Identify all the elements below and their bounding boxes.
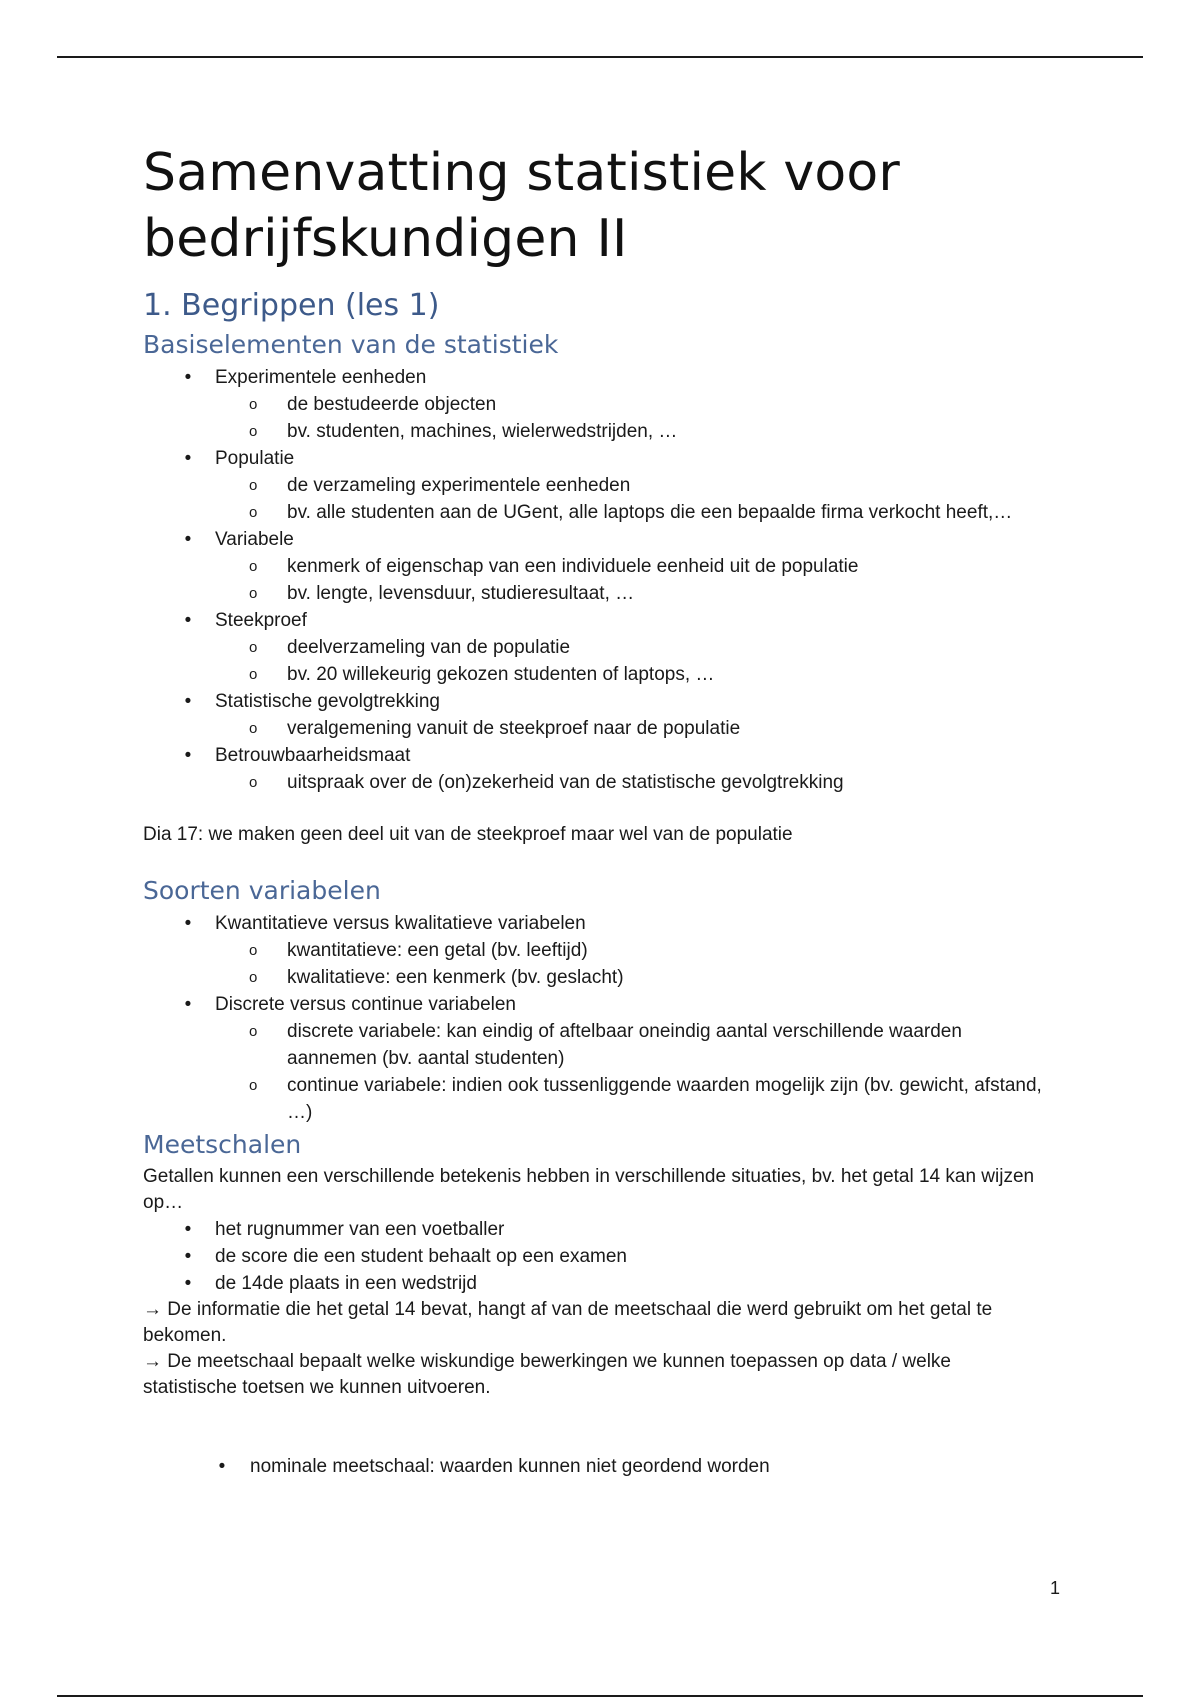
list-item <box>143 1453 1043 1480</box>
meetschaal-types-list <box>143 1453 1043 1480</box>
list-item <box>143 1216 1043 1243</box>
list-item <box>143 742 1043 796</box>
bullet-icon: • <box>184 610 192 631</box>
sub-list-item-text: bv. alle studenten aan de UGent, alle laptops die een bepaalde firma verkocht heeft,… <box>287 502 1013 523</box>
sub-list-item-text: bv. 20 willekeurig gekozen studenten of laptops, … <box>287 664 715 685</box>
circle-bullet-icon: o <box>249 639 258 656</box>
sub-list-item <box>215 418 1043 445</box>
bullet-icon: • <box>184 745 192 766</box>
list-item <box>143 910 1043 991</box>
sub-list-item <box>215 391 1043 418</box>
bullet-icon: • <box>184 1219 192 1240</box>
sub-list <box>215 715 1043 742</box>
list-item-label: Statistische gevolgtrekking <box>215 691 440 712</box>
footer-rule <box>57 1695 1143 1697</box>
subheading-basiselementen: Basiselementen van de statistiek <box>143 330 559 359</box>
circle-bullet-icon: o <box>249 423 258 440</box>
sub-list-item <box>215 634 1043 661</box>
sub-list-item-text: kwantitatieve: een getal (bv. leeftijd) <box>287 940 588 961</box>
page-number: 1 <box>1049 1578 1060 1598</box>
sub-list-item <box>215 661 1043 688</box>
bullet-icon: • <box>184 913 192 934</box>
sub-list-item <box>215 580 1043 607</box>
sub-list-item <box>215 715 1043 742</box>
sub-list-item <box>215 1072 1043 1126</box>
sub-list-item-text: uitspraak over de (on)zekerheid van de statistische gevolgtrekking <box>287 772 844 793</box>
list-item <box>143 1270 1043 1297</box>
circle-bullet-icon: o <box>249 504 258 521</box>
sub-list-item-text: deelverzameling van de populatie <box>287 637 571 658</box>
circle-bullet-icon: o <box>249 1023 258 1040</box>
circle-bullet-icon: o <box>249 720 258 737</box>
sub-list <box>215 391 1043 445</box>
circle-bullet-icon: o <box>249 585 258 602</box>
sub-list-item <box>215 499 1043 526</box>
list-item-label: Populatie <box>215 448 295 469</box>
list-item-label: Betrouwbaarheidsmaat <box>215 745 411 766</box>
list-item-label: Experimentele eenheden <box>215 367 427 388</box>
list-item-label: Variabele <box>215 529 294 550</box>
list-item <box>143 526 1043 607</box>
list-item-label: Steekproef <box>215 610 307 631</box>
list-item <box>143 688 1043 742</box>
variabelen-list <box>143 910 1043 1126</box>
circle-bullet-icon: o <box>249 396 258 413</box>
list-item <box>143 364 1043 445</box>
sub-list-item-text: bv. lengte, levensduur, studieresultaat, … <box>287 583 635 604</box>
list-item <box>143 607 1043 688</box>
sub-list-item-text: kwalitatieve: een kenmerk (bv. geslacht) <box>287 967 624 988</box>
sub-list-item <box>215 472 1043 499</box>
sub-list-item <box>215 964 1043 991</box>
subheading-meetschalen: Meetschalen <box>143 1130 302 1159</box>
circle-bullet-icon: o <box>249 942 258 959</box>
begrippen-list <box>143 364 1043 796</box>
header-rule <box>57 56 1143 58</box>
bullet-icon: • <box>184 1246 192 1267</box>
sub-list-item-text: de bestudeerde objecten <box>287 394 497 415</box>
meetschalen-examples-list <box>143 1216 1043 1297</box>
section-heading-begrippen: 1. Begrippen (les 1) <box>143 288 440 323</box>
dia-17-note: Dia 17: we maken geen deel uit van de steekproef maar wel van de populatie <box>143 824 793 845</box>
circle-bullet-icon: o <box>249 477 258 494</box>
bullet-icon: • <box>218 1456 226 1477</box>
document-body <box>143 140 1043 1480</box>
circle-bullet-icon: o <box>249 558 258 575</box>
list-item-label: nominale meetschaal: waarden kunnen niet geordend worden <box>250 1456 770 1477</box>
sub-list-item <box>215 553 1043 580</box>
list-item-label: de score die een student behaalt op een examen <box>215 1246 627 1267</box>
sub-list-item-text: continue variabele: indien ook tussenliggende waarden mogelijk zijn (bv. gewicht, afstand, …) <box>287 1075 1042 1123</box>
sub-list-item <box>215 1018 1043 1072</box>
list-item <box>143 445 1043 526</box>
circle-bullet-icon: o <box>249 1077 258 1094</box>
list-item-label: de 14de plaats in een wedstrijd <box>215 1273 477 1294</box>
sub-list-item-text: veralgemening vanuit de steekproef naar de populatie <box>287 718 741 739</box>
sub-list <box>215 937 1043 991</box>
list-item <box>143 991 1043 1126</box>
list-item-label: Kwantitatieve versus kwalitatieve variabelen <box>215 913 586 934</box>
sub-list <box>215 634 1043 688</box>
sub-list-item <box>215 769 1043 796</box>
sub-list-item <box>215 937 1043 964</box>
document-title: Samenvatting statistiek voor bedrijfskundigen II <box>143 143 900 269</box>
bullet-icon: • <box>184 367 192 388</box>
sub-list-item-text: bv. studenten, machines, wielerwedstrijden, … <box>287 421 678 442</box>
circle-bullet-icon: o <box>249 969 258 986</box>
list-item-label: het rugnummer van een voetballer <box>215 1219 505 1240</box>
sub-list <box>215 472 1043 526</box>
list-item-label: Discrete versus continue variabelen <box>215 994 516 1015</box>
bullet-icon: • <box>184 691 192 712</box>
arrow-note-information: → De informatie die het getal 14 bevat, hangt af van de meetschaal die werd gebruikt om het getal te bekomen. <box>143 1299 993 1346</box>
circle-bullet-icon: o <box>249 774 258 791</box>
sub-list <box>215 553 1043 607</box>
bullet-icon: • <box>184 529 192 550</box>
sub-list-item-text: de verzameling experimentele eenheden <box>287 475 631 496</box>
sub-list <box>215 769 1043 796</box>
circle-bullet-icon: o <box>249 666 258 683</box>
sub-list-item-text: discrete variabele: kan eindig of aftelbaar oneindig aantal verschillende waarden aannemen (bv. aantal studenten) <box>287 1021 962 1069</box>
list-item <box>143 1243 1043 1270</box>
bullet-icon: • <box>184 1273 192 1294</box>
arrow-note-operations: → De meetschaal bepaalt welke wiskundige bewerkingen we kunnen toepassen op data / welke statistische toetsen we kunnen uitvoeren. <box>143 1351 951 1398</box>
sub-list <box>215 1018 1043 1126</box>
sub-list-item-text: kenmerk of eigenschap van een individuele eenheid uit de populatie <box>287 556 859 577</box>
subheading-soorten-variabelen: Soorten variabelen <box>143 876 381 905</box>
bullet-icon: • <box>184 994 192 1015</box>
meetschalen-intro: Getallen kunnen een verschillende betekenis hebben in verschillende situaties, bv. het getal 14 kan wijzen op… <box>143 1166 1035 1213</box>
bullet-icon: • <box>184 448 192 469</box>
